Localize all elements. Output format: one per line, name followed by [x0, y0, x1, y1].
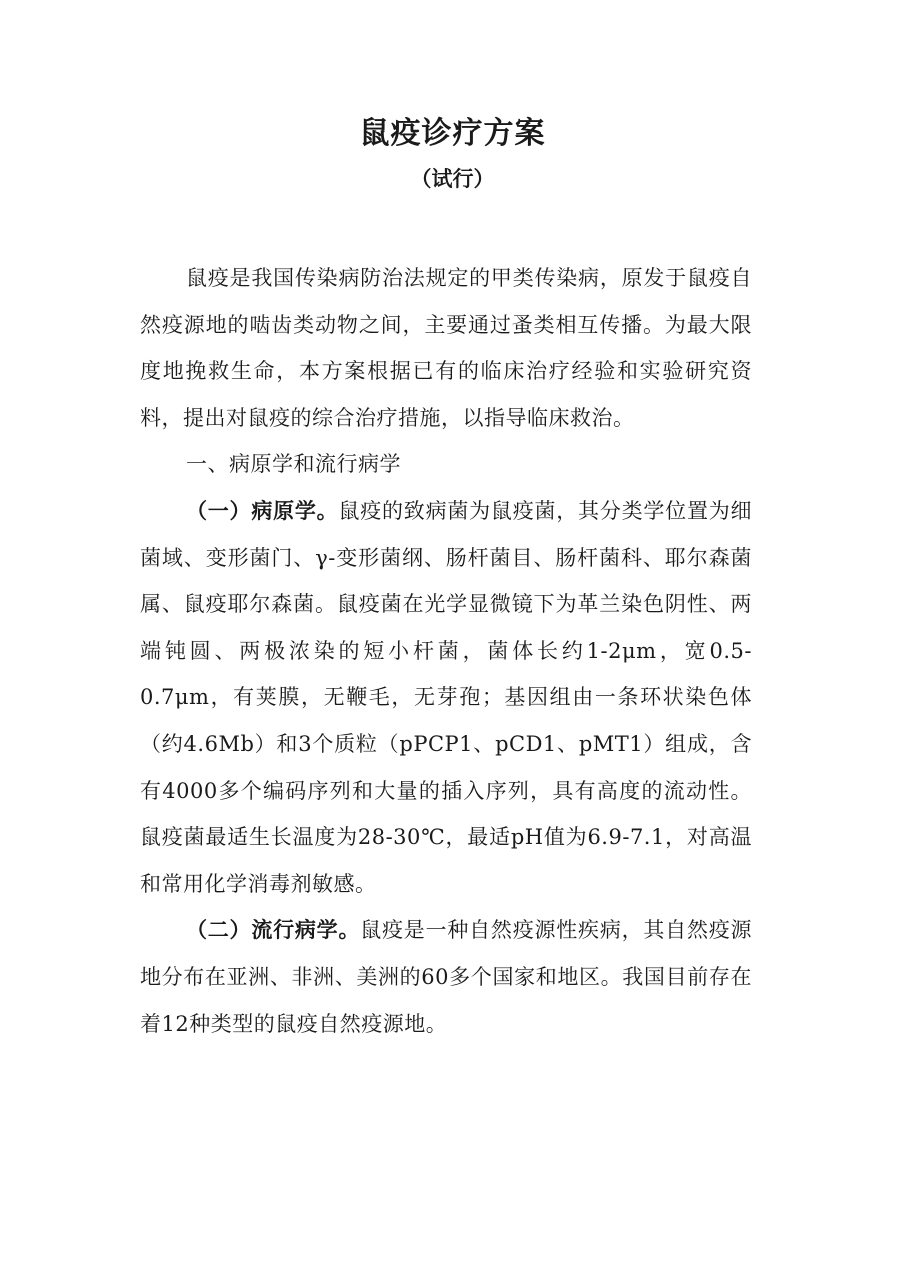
pathogen-subheading: （一）病原学。	[186, 498, 339, 523]
intro-paragraph: 鼠疫是我国传染病防治法规定的甲类传染病，原发于鼠疫自然疫源地的啮齿类动物之间，主要通过蚤类相互传播。为最大限度地挽救生命，本方案根据已有的临床治疗经验和实验研究资料，提出对鼠疫的综合治疗措施，以指导临床救治。	[140, 266, 752, 430]
document-body	[140, 255, 752, 1047]
pathogen-text: 鼠疫的致病菌为鼠疫菌，其分类学位置为细菌域、变形菌门、γ-变形菌纲、肠杆菌目、肠杆菌科、耶尔森菌属、鼠疫耶尔森菌。鼠疫菌在光学显微镜下为革兰染色阴性、两端钝圆、两极浓染的短小杆菌，菌体长约1-2μm，宽0.5-0.7μm，有荚膜，无鞭毛，无芽孢；基因组由一条环状染色体（约4.6Mb）和3个质粒（pPCP1、pCD1、pMT1）组成，含有4000多个编码序列和大量的插入序列，具有高度的流动性。鼠疫菌最适生长温度为28-30℃，最适pH值为6.9-7.1，对高温和常用化学消毒剂敏感。	[140, 498, 753, 896]
pathogen-paragraph	[140, 488, 752, 907]
section-heading-pathogen-epidemiology: 一、病原学和流行病学	[186, 452, 401, 477]
epidemiology-text: 鼠疫是一种自然疫源性疾病，其自然疫源地分布在亚洲、非洲、美洲的60多个国家和地区。我国目前存在着12种类型的鼠疫自然疫源地。	[140, 918, 753, 1036]
epidemiology-subheading: （二）流行病学。	[186, 918, 361, 943]
epidemiology-paragraph	[140, 907, 752, 1047]
document-subtitle: （试行）	[410, 167, 495, 191]
document-title: 鼠疫诊疗方案	[359, 116, 546, 151]
